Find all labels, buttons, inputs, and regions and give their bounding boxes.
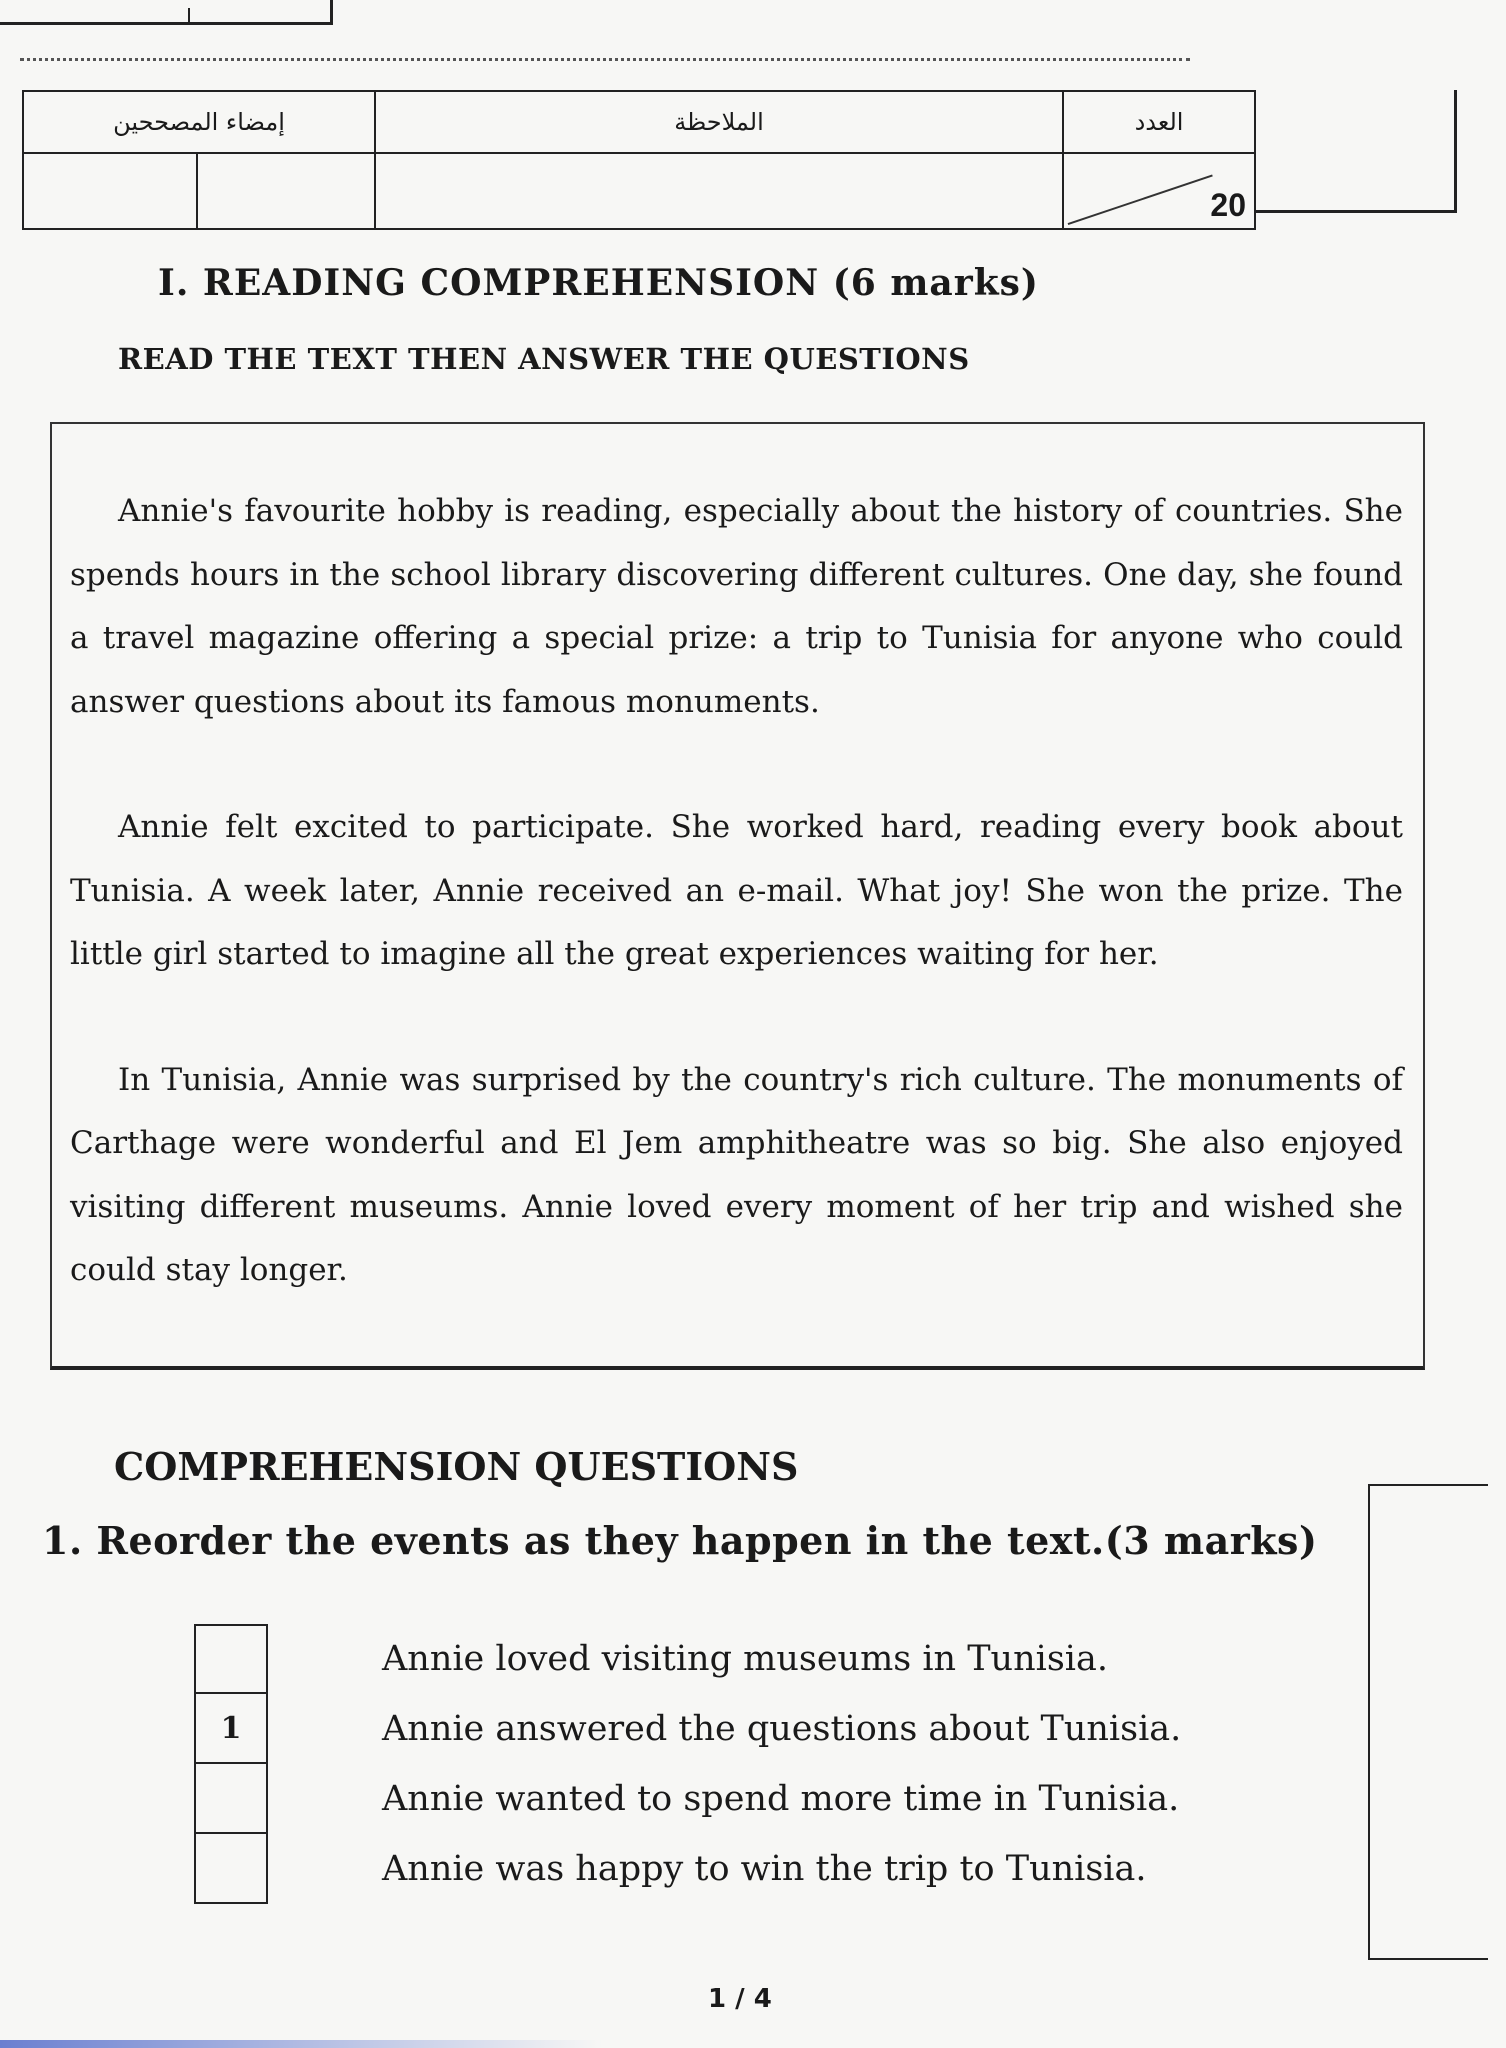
order-box-4[interactable] (194, 1834, 268, 1904)
passage-paragraph-3: In Tunisia, Annie was surprised by the country's rich culture. The monuments of Carthage were wonderful and El Jem amphitheatre was so big. She also enjoyed visiting different museums. Annie loved every moment of her trip and wished she could stay longer. (70, 1061, 1403, 1288)
signatures-header: إمضاء المصححين (23, 91, 375, 153)
event-item-3: Annie wanted to spend more time in Tunisia. (382, 1779, 1180, 1819)
comprehension-heading: COMPREHENSION QUESTIONS (114, 1444, 799, 1489)
passage-paragraph-2: Annie felt excited to participate. She worked hard, reading every book about Tunisia. A week later, Annie received an e-mail. What joy! She won the prize. The little girl started to imagine all the great experiences waiting for her. (70, 809, 1403, 972)
score-cell[interactable] (1063, 153, 1255, 229)
event-item-1: Annie loved visiting museums in Tunisia. (382, 1639, 1108, 1679)
section-title: I. READING COMPREHENSION (6 marks) (158, 262, 1039, 304)
score-header: العدد (1063, 91, 1255, 153)
order-boxes (194, 1624, 268, 1904)
signature-cell-1[interactable] (23, 153, 197, 229)
score-total: 20 (1210, 187, 1247, 223)
remark-cell[interactable] (375, 153, 1063, 229)
order-box-2[interactable]: 1 (194, 1694, 268, 1764)
event-item-4: Annie was happy to win the trip to Tunisia. (382, 1849, 1147, 1889)
event-list (382, 1624, 1181, 1904)
marks-table (22, 90, 1256, 230)
scan-edge (0, 2040, 1506, 2048)
signature-cell-2[interactable] (197, 153, 375, 229)
header-bracket (1254, 90, 1457, 213)
page-number: 1 / 4 (708, 1984, 772, 2014)
reading-passage (50, 422, 1425, 1370)
question-1-prompt: 1. Reorder the events as they happen in the text.(3 marks) (42, 1518, 1318, 1563)
top-stub-frame (0, 0, 333, 25)
order-box-3[interactable] (194, 1764, 268, 1834)
section-instruction: READ THE TEXT THEN ANSWER THE QUESTIONS (118, 342, 970, 376)
event-item-2: Annie answered the questions about Tunisia. (382, 1709, 1182, 1749)
remark-header: الملاحظة (375, 91, 1063, 153)
question-1-mark-box (1368, 1484, 1488, 1960)
dotted-separator (20, 58, 1190, 61)
passage-paragraph-1: Annie's favourite hobby is reading, especially about the history of countries. She spends hours in the school library discovering different cultures. One day, she found a travel magazine offering a special prize: a trip to Tunisia for anyone who could answer questions about its famous monuments. (70, 493, 1403, 720)
top-stub-tick (188, 8, 190, 22)
order-box-1[interactable] (194, 1624, 268, 1694)
